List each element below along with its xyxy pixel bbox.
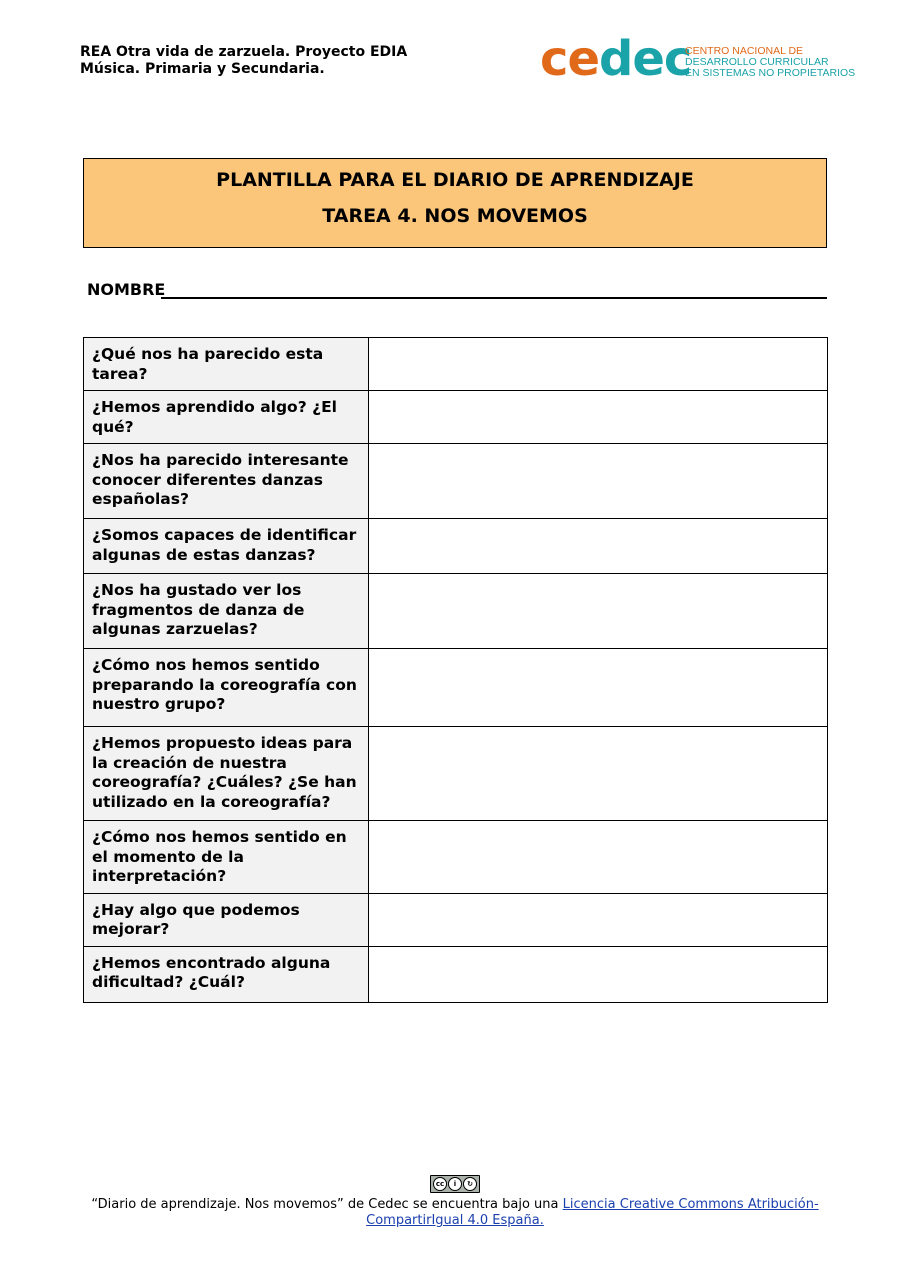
question-cell: ¿Cómo nos hemos sentido preparando la coreografía con nuestro grupo? [84,649,369,727]
nombre-input-line[interactable] [161,297,827,299]
table-row [84,649,828,727]
question-cell: ¿Nos ha parecido interesante conocer diferentes danzas españolas? [84,444,369,519]
question-cell: ¿Hemos propuesto ideas para la creación de nuestra coreografía? ¿Cuáles? ¿Se han utilizado en la coreografía? [84,727,369,821]
document-header [80,44,407,78]
task-title: TAREA 4. NOS MOVEMOS [322,205,588,227]
diary-table [83,337,828,1003]
answer-cell[interactable] [369,519,828,574]
table-row [84,727,828,821]
answer-cell[interactable] [369,946,828,1002]
license-link[interactable]: Licencia Creative Commons Atribución- [562,1197,819,1212]
table-row [84,946,828,1002]
answer-cell[interactable] [369,649,828,727]
header-line-2: Música. Primaria y Secundaria. [80,61,325,77]
license-link-continued[interactable]: CompartirIgual 4.0 España. [366,1213,544,1228]
question-cell: ¿Somos capaces de identificar algunas de estas danzas? [84,519,369,574]
table-row [84,338,828,391]
template-title: PLANTILLA PARA EL DIARIO DE APRENDIZAJE [216,169,694,191]
question-cell: ¿Hemos encontrado alguna dificultad? ¿Cuál? [84,946,369,1002]
table-row [84,519,828,574]
question-cell: ¿Hemos aprendido algo? ¿El qué? [84,391,369,444]
question-cell: ¿Hay algo que podemos mejorar? [84,893,369,946]
question-cell: ¿Qué nos ha parecido esta tarea? [84,338,369,391]
table-row [84,444,828,519]
license-footer [0,1175,910,1229]
cc-by-sa-icon[interactable]: cc i ↻ [430,1175,480,1193]
logo-wordmark: cedec [540,31,692,87]
header-line-1: REA Otra vida de zarzuela. Proyecto EDIA [80,44,408,60]
answer-cell[interactable] [369,893,828,946]
logo-tagline: CENTRO NACIONAL DE DESARROLLO CURRICULAR EN SISTEMAS NO PROPIETARIOS [685,45,856,79]
answer-cell[interactable] [369,727,828,821]
answer-cell[interactable] [369,391,828,444]
license-text: “Diario de aprendizaje. Nos movemos” de Cedec se encuentra bajo una [91,1197,563,1212]
question-cell: ¿Nos ha gustado ver los fragmentos de danza de algunas zarzuelas? [84,574,369,649]
answer-cell[interactable] [369,338,828,391]
table-row [84,821,828,894]
table-row [84,391,828,444]
answer-cell[interactable] [369,821,828,894]
nombre-label: NOMBRE [87,280,166,299]
table-row [84,574,828,649]
title-box [83,158,827,248]
answer-cell[interactable] [369,574,828,649]
answer-cell[interactable] [369,444,828,519]
table-row [84,893,828,946]
question-cell: ¿Cómo nos hemos sentido en el momento de la interpretación? [84,821,369,894]
